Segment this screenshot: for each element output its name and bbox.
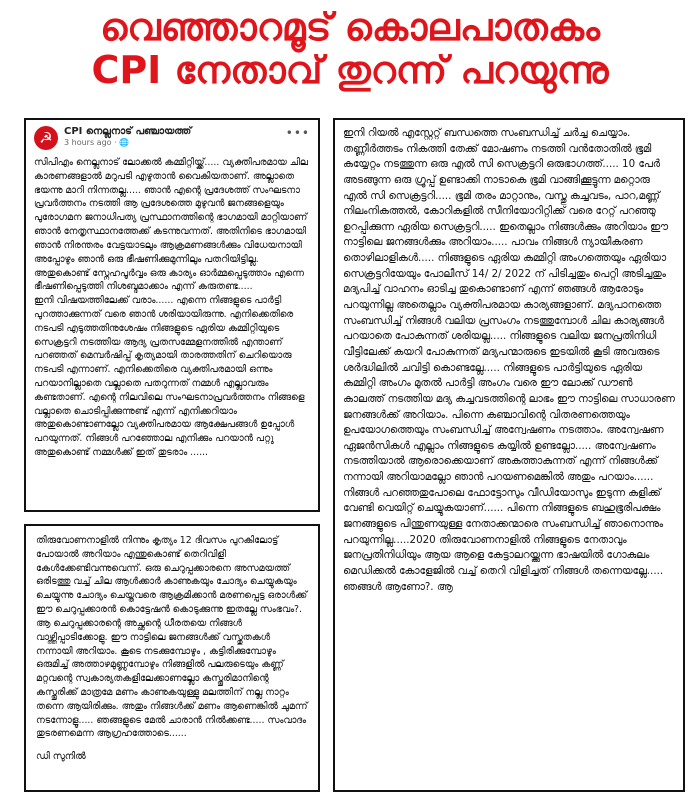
hammer-sickle-icon[interactable]: ☭	[34, 126, 58, 150]
right-column-body: ഇനി റിയൽ എസ്റ്റേറ്റ് ബന്ധത്തെ സംബന്ധിച്ച് ചർച്ച ചെയ്യാം. തണ്ണീർത്തടം നികത്തി തേക്ക് മോഷണം നടത്തി വൻതോതിൽ ഭൂമി കയ്യേറ്റം നടത്തുന്ന ഒരു എൽ സി സെക്രട്ടറി ഒരുഭാഗത്ത്..... 10 പേർ അടങ്ങുന്ന ഒരു ഗ്രൂപ്പ് ഉണ്ടാക്കി നാടാകെ ഭൂമി വാങ്ങിക്കൂട്ടുന്ന മറ്റൊരു എൽ സി സെക്രട്ടറി..... ഭൂമി തരം മാറ്റാനും, വസ്തു കച്ചവടം, പാറ,മണ്ണ് നിലംനികത്തൽ, കോറികളിൽ സീനിയോറിറ്റിക്ക് വരെ റേറ്റ് പറഞ്ഞു ഉറപ്പിക്കുന്ന ഏരിയ സെക്രട്ടറി..... ഇതെല്ലാം നിങ്ങൾക്കും അറിയാം ഈ നാട്ടിലെ ജനങ്ങൾക്കും അറിയാം..... പാവം നിങ്ങൾ ന്യായീകരണ തൊഴിലാളികൾ..... നിങ്ങളുടെ ഏരിയ കമ്മിറ്റി അംഗത്തെയും ഏരിയാ സെക്രട്ടറിയേയും പോലീസ് 14/ 2/ 2022 ന് പിടിച്ചതും പെറ്റി അടിച്ചതും മദ്യപിച്ച് വാഹനം ഓടിച്ച തുകൊണ്ടാണ് എന്ന് ഞങ്ങൾ ആരോടും പറയുന്നില്ല അതെല്ലാം വ്യക്തിപരമായ കാര്യങ്ങളാണ്. മദ്യപാനത്തെ സംബന്ധിച്ച് നിങ്ങൾ വലിയ പ്രസംഗം നടത്തുമ്പോൾ ചില കാര്യങ്ങൾ പറയാതെ പോകുന്നത് ശരിയല്ല..... നിങ്ങളുടെ വലിയ ജനപ്രതിനിധി വീട്ടിലേക്ക് കയറി പോകുന്നത് മദ്യപന്മാരുടെ ഇടയിൽ കൂടി അവരുടെ ശർദ്ധിലിൽ ചവിട്ടി കൊണ്ടല്ലേ..... നിങ്ങളുടെ പാർട്ടിയുടെ ഏരിയ കമ്മിറ്റി അംഗം മുതൽ പാർട്ടി അംഗം വരെ ഈ ലോക്ക് ഡൗൺ കാലത്ത് നടത്തിയ മദ്യ കച്ചവടത്തിന്റെ ലാഭം ഈ നാട്ടിലെ സാധാരണ ജനങ്ങൾക്ക് അറിയാം. പിന്നെ കഞ്ചാവിന്റെ വിതരണത്തെയും ഉപയോഗത്തെയും സംബന്ധിച്ച് അന്വേഷണം നടത്താം. അന്വേഷണ ഏജൻസികൾ എല്ലാം നിങ്ങളുടെ കയ്യിൽ ഉണ്ടല്ലോ..... അന്വേഷണം നടത്തിയാൽ ആരൊക്കെയാണ് അകത്താകുന്നത് എന്ന് നിങ്ങൾക്ക് നന്നായി അറിയാമല്ലോ ഞാൻ പറയണമെങ്കിൽ അതും പറയാം...... നിങ്ങൾ പറഞ്ഞതുപോലെ ഫോട്ടോസും വീഡിയോസും ഇടുന്ന കളിക്ക് വേണ്ടി വെയിറ്റ് ചെയ്യുകയാണ്...... പിന്നെ നിങ്ങളുടെ ബഹുഭൂരിപക്ഷം ജനങ്ങളുടെ പിന്തുണയുള്ള നേതാക്കന്മാരെ സംബന്ധിച്ച് ഞാനൊന്നും പറയുന്നില്ല.....2020 തിരുവോണനാളിൽ നിങ്ങളുടെ നേതാവും ജനപ്രതിനിധിയും ആയ ആളെ കേട്ടാലറയ്ക്കുന്ന ഭാഷയിൽ ഗോകുലം മെഡിക്കൽ കോളേജിൽ വച്ച് തെറി വിളിച്ചത് നിങ്ങൾ തന്നെയല്ലേ..... ഞങ്ങൾ ആണോ?. ആ	[343, 127, 675, 593]
post-time[interactable]: 3 hours ago	[64, 138, 112, 147]
globe-icon: · 🌐	[114, 138, 130, 147]
signature: ഡി സുനിൽ	[36, 751, 86, 763]
post-meta	[64, 126, 286, 147]
page-name[interactable]: CPI നെല്ലനാട് പഞ്ചായത്ത്	[64, 126, 192, 137]
headline-line-2: CPI നേതാവ് തുറന്ന് പറയുന്നു	[91, 47, 609, 92]
post-body: സിപിഎം നെല്ലനാട് ലോക്കൽ കമ്മിറ്റിയ്ക്ക്..... വ്യക്തിപരമായ ചില കാരണങ്ങളാൽ മറുപടി എഴുതാൻ വൈകിയതാണ്. അല്ലാതെ ഭയന്നു മാറി നിന്നതല്ല..... ഞാൻ എന്റെ പ്രദേശത്ത് സംഘടനാ പ്രവർത്തനം നടത്തി ആ പ്രദേശത്തെ മുഴുവൻ ജനങ്ങളെയും പുരോഗമന ജനാധിപത്യ പ്രസ്ഥാനത്തിന്റെ ഭാഗമായി മാറ്റിയാണ് ഞാൻ നേതൃസ്ഥാനത്തേക്ക് കടന്നുവന്നത്. അതിനിടെ ഭാഗമായി ഞാൻ നിരന്തരം വേട്ടയാടലും ആക്രമണങ്ങൾക്കും വിധേയനായി അപ്പോഴും ഞാൻ ഒരു ഭീഷണിക്കുമുന്നിലും പതറിയിട്ടില്ല. അതുകൊണ്ട് സ്നേഹപൂർവ്വം ഒരു കാര്യം ഓർമ്മപ്പെടുത്താം എന്നെ ഭീഷണിപ്പെടുത്തി നിശബ്ദമാക്കാം എന്ന് കരുതണ്ട..... ഇനി വിഷയത്തിലേക്ക് വരാം...... എന്നെ നിങ്ങളുടെ പാർട്ടി പുറത്താക്കുന്നത് വരെ ഞാൻ ശരിയായിരുന്നു. എനിക്കെതിരെ നടപടി എടുത്തതിനുശേഷം നിങ്ങളുടെ ഏരിയ കമ്മിറ്റിയുടെ സെക്രട്ടറി നടത്തിയ ആദ്യ പ്രതസമ്മേളനത്തിൽ എന്താണ് പറഞ്ഞത് മെമ്പർഷിപ്പ് കൃത്യമായി താരത്തതിന് ചെറിയൊരു നടപടി എന്നാണ്. എനിക്കെതിരെ വ്യക്തിപരമായി ഒന്നും പറയാനില്ലാതെ വല്ലാതെ പതറുന്നത് നമ്മൾ എല്ലാവരും കണ്ടതാണ്. എന്റെ നിലവിലെ സംഘടനാപ്രവർത്തനം നിങ്ങളെ വല്ലാതെ ചൊടിപ്പിക്കുന്നുണ്ട് എന്ന് എനിക്കറിയാം അതുകൊണ്ടാണല്ലോ വ്യക്തിപരമായ ആക്ഷേപങ്ങൾ ഉപ്പോൾ പറയുന്നത്. നിങ്ങൾ പറഞ്ഞോല എനിക്കും പറയാൻ പറ്റു അതുകൊണ്ട് നമ്മൾക്ക് ഇത് തുടരാം ......	[34, 157, 308, 459]
headline	[0, 6, 700, 91]
right-column-text	[333, 118, 685, 792]
facebook-post	[24, 118, 320, 512]
post-header	[34, 126, 310, 150]
continuation-body: തിരുവോണനാളിൽ നിന്നും കൃത്യം 12 ദിവസം പുറകിലോട്ട് പോയാൽ അറിയാം എന്തുകൊണ്ട് തെറിവിളി കേൾക്കേണ്ടിവന്നുവെന്ന്. ഒരു ചെറുപ്പക്കാരനെ അസമയത്ത് ഒരിടത്തു വച്ച് ചില ആൾക്കാർ കാണുകയും ചോദ്യം ചെയ്യുകയും ചെയ്യുന്നു ചോദ്യം ചെയ്തവരെ ആക്രമിക്കാൻ മരണപ്പെട്ട ഒരാൾക്ക് ഈ ചെറുപ്പക്കാരൻ കൊട്ടേഷൻ കൊടുക്കുന്നു ഇതല്ലേ സംഭവം?. ആ ചെറുപ്പക്കാരന്റെ അച്ഛന്റെ ധീരതയെ നിങ്ങൾ വാഴ്ത്തിപ്പാടിക്കോളു. ഈ നാട്ടിലെ ജനങ്ങൾക്ക് വസ്തുതകൾ നന്നായി അറിയാം. കൂടെ നടക്കുമ്പോഴും , കട്ടിരിക്കുമ്പോഴും ഒരുമിച്ച് അത്താഴമുണ്ണുമ്പോഴും നിങ്ങളിൽ പലരുടെയും കണ്ണ് മറ്റവന്റെ സ്വകാര്യതകളിലേക്കാണല്ലോ കസ്തൂരിമാനിന്റെ കസ്തൂരിക്ക് മാത്രമേ മണം കാണുകയുള്ളു മലത്തിന് നല്ല നാറ്റം തന്നെ ആയിരിക്കും. അതും നിങ്ങൾക്ക് മണം ആണെങ്കിൽ ചുമന്ന് നടന്നോളൂ..... ഞങ്ങളുടെ മേൽ ചാരാൻ നിൽക്കണ്ട..... സംവാദം തുടരണമെന്ന ആഗ്രഹത്തോടെ......	[36, 535, 308, 740]
more-options-icon[interactable]: •••	[285, 126, 310, 140]
headline-line-1: വെഞ്ഞാറമൂട് കൊലപാതകം	[100, 5, 600, 49]
post-continuation	[24, 524, 320, 792]
post-time-row	[64, 138, 286, 147]
